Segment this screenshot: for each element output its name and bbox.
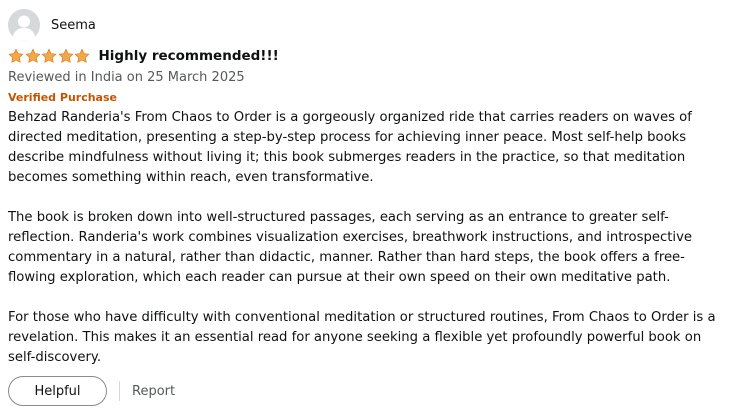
- helpful-button[interactable]: Helpful: [8, 376, 107, 406]
- star-icon: [58, 48, 74, 64]
- customer-review: [8, 8, 726, 406]
- star-icon: [41, 48, 57, 64]
- review-actions: [8, 376, 726, 406]
- star-icon: [25, 48, 41, 64]
- avatar: [8, 9, 40, 41]
- review-paragraph: For those who have difficulty with conventional meditation or structured routines, From Chaos to Order is a revelation. This makes it an essential read for anyone seeking a flexible yet profoundly powerful book on self-discovery.: [8, 310, 716, 365]
- reviewer-name: Seema: [51, 17, 96, 33]
- verified-purchase-badge: Verified Purchase: [8, 91, 117, 104]
- default-user-icon: [8, 9, 40, 41]
- report-link[interactable]: Report: [132, 383, 176, 399]
- review-body: [8, 108, 726, 368]
- star-icon: [8, 48, 24, 64]
- review-date: Reviewed in India on 25 March 2025: [8, 70, 245, 85]
- review-paragraph: The book is broken down into well-structured passages, each serving as an entrance to greater self-reflection. Randeria's work combines visualization exercises, breathwork instructions, and introspective commentary in a natural, rather than didactic, manner. Rather than hard steps, the book offers a free-flowing exploration, which each reader can pursue at their own speed on their own meditative path.: [8, 210, 692, 285]
- star-icon: [74, 48, 90, 64]
- reviewer-profile[interactable]: [8, 8, 726, 42]
- divider: [119, 381, 120, 401]
- review-paragraph: Behzad Randeria's From Chaos to Order is a gorgeously organized ride that carries readers on waves of directed meditation, presenting a step-by-step process for achieving inner peace. Most self-help books describe mindfulness without living it; this book submerges readers in the practice, so that meditation becomes something within reach, even transformative.: [8, 110, 692, 185]
- review-title-row: [8, 46, 726, 66]
- star-rating[interactable]: [8, 48, 91, 64]
- review-title[interactable]: Highly recommended!!!: [98, 48, 279, 64]
